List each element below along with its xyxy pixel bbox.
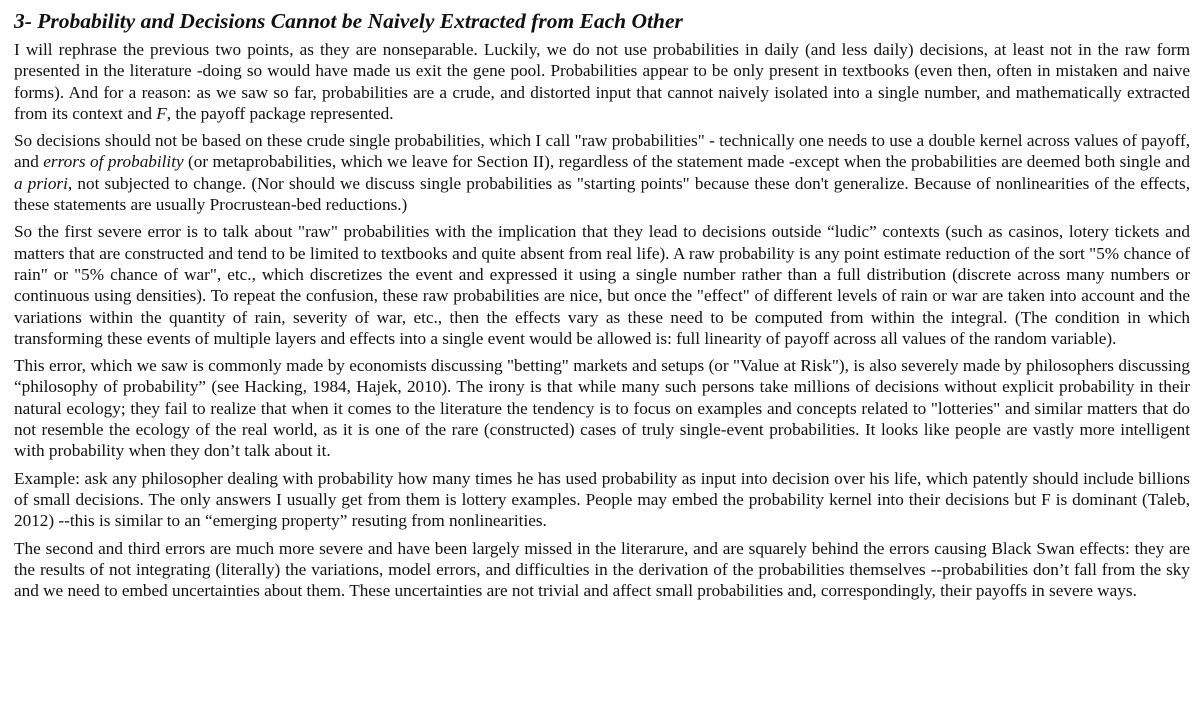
paragraph-text: I will rephrase the previous two points, as they are nonseparable. Luckily, we do not use probabilities in daily (and less daily) decisions, at least not in the raw form presented in the literature -doing so would have made us exit the gene pool. Probabilities appear to be only present in textbooks (even then, often in mistaken and naive forms). And for a reason: as we saw so far, probabilities are a crude, and distorted input that cannot naively isolated into a single number, and mathematically extracted from its context and (14, 40, 1190, 123)
paragraph-text: , the payoff package represented. (166, 103, 394, 123)
italic-term: a priori (14, 173, 68, 193)
paragraph-text: Example: ask any philosopher dealing with probability how many times he has used probability as input into decision over his life, which patently should include billions of small decisions. The only answers I usually get from them is lottery examples. People may embed the probability kernel into their decisions but F is dominant (Taleb, 2012) --this is similar to an “emerging property” resuting from nonlinearities. (14, 468, 1190, 531)
paragraph-3 (14, 221, 1190, 349)
paragraph-text: , not subjected to change. (Nor should we discuss single probabilities as "starting points" because these don't generalize. Because of nonlinearities of the effects, these statements are usually Procrustean-bed reductions.) (14, 173, 1190, 215)
paragraph-text: So decisions should not be based on these crude single probabilities, which I call "raw probabilities" - technically one needs to use a double kernel across values of payoff, and (14, 131, 1190, 172)
paragraph-text: So the first severe error is to talk about "raw" probabilities with the implication that they lead to decisions outside “ludic” contexts (such as casinos, lotery tickets and matters that are constructed and tend to be limited to textbooks and quite absent from real life). A raw probability is any point estimate reduction of the sort "5% chance of rain" or "5% chance of war", etc., which discretizes the event and expressed it using a single number rather than a full distribution (discrete across many numbers or continuous using densities). To repeat the confusion, these raw probabilities are nice, but once the "effect" of different levels of rain or war are taken into account and the variations within the quantity of rain, severity of war, etc., then the effects vary as these need to be computed from within the integral. (The condition in which transforming these events of multiple layers and effects into a single event would be allowed is: full linearity of payoff across all values of the random variable). (14, 222, 1190, 348)
paragraph-6 (14, 538, 1190, 602)
paragraph-4 (14, 355, 1190, 461)
paragraph-text: (or metaprobabilities, which we leave for Section II), regardless of the statement made -except when the probabilities are deemed both single and (183, 152, 1190, 172)
paragraph-1 (14, 39, 1190, 124)
paragraph-2 (14, 130, 1190, 215)
italic-term: errors of probability (43, 152, 184, 172)
paragraph-5 (14, 468, 1190, 532)
paragraph-text: This error, which we saw is commonly made by economists discussing "betting" markets and setups (or "Value at Risk"), is also severely made by philosophers discussing “philosophy of probability” (see Hacking, 1984, Hajek, 2010). The irony is that while many such persons take millions of decisions without explicit probability in their natural ecology; they fail to realize that when it comes to the literature the tendency is to focus on examples and concepts related to "lotteries" and similar matters that do not resemble the ecology of the real world, as it is one of the rare (constructed) cases of truly single-event probabilities. It looks like people are vastly more intelligent with probability when they don’t talk about it. (14, 356, 1190, 461)
section-heading: 3- Probability and Decisions Cannot be Naively Extracted from Each Other (14, 9, 683, 33)
paragraph-text: The second and third errors are much more severe and have been largely missed in the literarure, and are squarely behind the errors causing Black Swan effects: they are the results of not integrating (literally) the variations, model errors, and difficulties in the derivation of the probabilities themselves --probabilities don’t fall from the sky and we need to embed uncertainties about them. These uncertainties are not trivial and affect small probabilities and, correspondingly, their payoffs in severe ways. (14, 538, 1190, 601)
italic-term: F (156, 103, 167, 123)
